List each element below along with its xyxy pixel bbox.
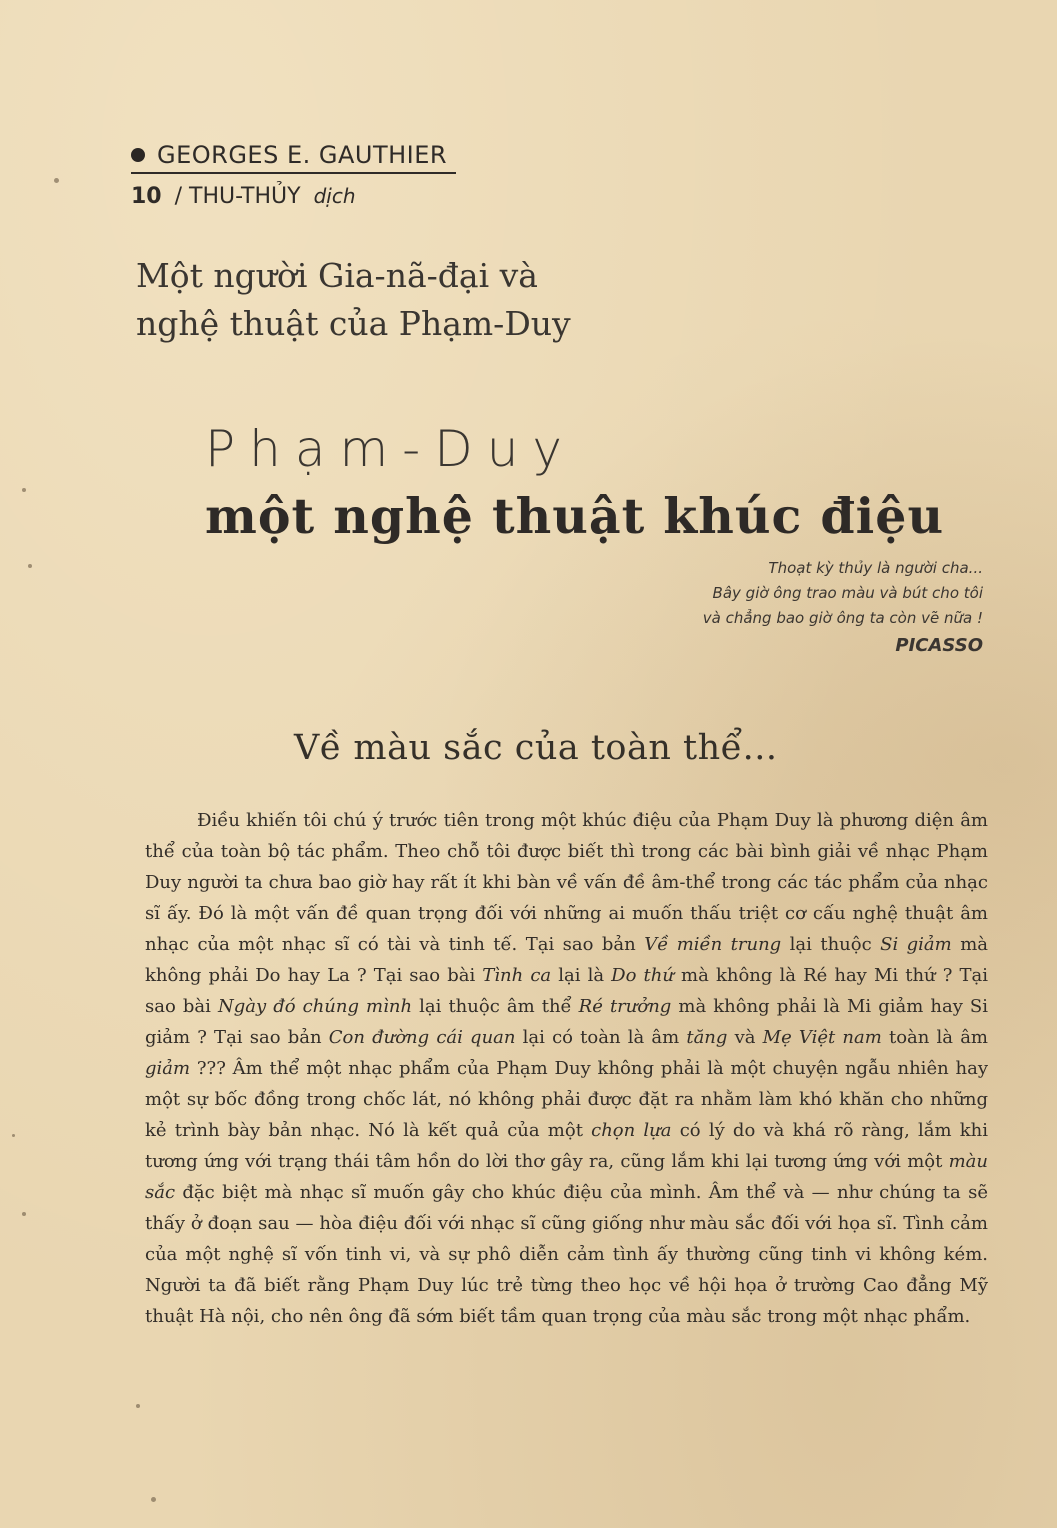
hero-heading xyxy=(205,418,995,546)
translator-row xyxy=(131,184,491,209)
key-name: giảm xyxy=(145,1058,191,1079)
author-name: GEORGES E. GAUTHIER xyxy=(157,141,448,169)
body-paragraph xyxy=(145,805,988,1332)
article-title-line-1: Một người Gia-nã-đại và xyxy=(136,256,538,295)
byline-separator: / xyxy=(174,184,183,209)
body-text-run: mà không phải là Mi giảm hay Si giảm ? Tại sao bản xyxy=(145,996,989,1048)
body-text-run: Điều khiến tôi chú ý trước tiên trong một khúc điệu của Phạm Duy là phương diện âm thể của toàn bộ tác phẩm. Theo chỗ tôi được biết thì trong các bài bình giải về nhạc Phạm Duy người ta chưa bao giờ hay rất ít khi bàn về vấn đề âm-thể trong các tác phẩm của nhạc sĩ ấy. Đó là một vấn đề quan trọng đối với những ai muốn thấu triệt cơ cấu nghệ thuật âm nhạc của một nhạc sĩ có tài và tinh tế. Tại sao bản xyxy=(145,810,988,955)
body-text-run: lại thuộc xyxy=(781,934,881,955)
body-text-run: có lý do và khá rõ ràng, lắm khi tương ứng với trạng thái tâm hồn do lời thơ gây ra, cũng lắm khi lại tương ứng với một xyxy=(145,1120,989,1172)
byline xyxy=(131,138,491,209)
body-text-run: lại có toàn là âm xyxy=(515,1027,687,1048)
body-text-run: mà không là Ré hay Mi thứ ? Tại sao bài xyxy=(145,965,988,1017)
paper-speck xyxy=(22,1212,26,1216)
article-title-line-2: nghệ thuật của Phạm-Duy xyxy=(136,304,571,343)
body-text-run: lại là xyxy=(551,965,612,986)
song-title: Ngày đó chúng mình xyxy=(217,996,413,1017)
epigraph xyxy=(563,556,983,658)
paper-speck xyxy=(28,564,32,568)
body-text-run: ??? Âm thể một nhạc phẩm của Phạm Duy không phải là một chuyện ngẫu nhiên hay một sự bốc đồng trong chốc lát, nó không phải được đặt ra nhằm làm khó khăn cho những kẻ trình bày bản nhạc. Nó là kết quả của một xyxy=(145,1058,988,1141)
key-name: Si giảm xyxy=(880,934,952,955)
paper-speck xyxy=(136,1404,140,1408)
paper-speck xyxy=(151,1497,156,1502)
song-title: Tình ca xyxy=(482,965,552,986)
paper-speck xyxy=(22,488,26,492)
paper-speck xyxy=(54,178,59,183)
body-text-run: và xyxy=(727,1027,763,1048)
key-name: tăng xyxy=(686,1027,728,1048)
song-title: Về miền trung xyxy=(644,934,782,955)
emphasis-term: màu sắc xyxy=(145,1151,988,1203)
author-row xyxy=(131,138,456,174)
body-text-run: lại thuộc âm thể xyxy=(412,996,579,1017)
paper-speck xyxy=(12,1134,15,1137)
epigraph-line-1: Thoạt kỳ thủy là người cha... xyxy=(768,559,983,577)
key-name: Do thứ xyxy=(611,965,674,986)
epigraph-attribution: PICASSO xyxy=(895,635,983,656)
bullet-dot-icon xyxy=(131,148,145,162)
song-title: Mẹ Việt nam xyxy=(762,1027,882,1048)
page-number: 10 xyxy=(131,184,162,209)
hero-name: Phạm-Duy xyxy=(205,420,577,478)
body-text-run: toàn là âm xyxy=(881,1027,988,1048)
epigraph-line-3: và chẳng bao giờ ông ta còn vẽ nữa ! xyxy=(702,609,983,627)
epigraph-line-2: Bây giờ ông trao màu và bút cho tôi xyxy=(712,584,983,602)
body-text-run: mà không phải Do hay La ? Tại sao bài xyxy=(145,934,988,986)
emphasis-term: chọn lựa xyxy=(591,1120,672,1141)
translator-role: dịch xyxy=(313,184,356,208)
song-title: Con đường cái quan xyxy=(328,1027,516,1048)
article-title xyxy=(136,252,696,348)
section-heading: Về màu sắc của toàn thể... xyxy=(294,728,778,768)
key-name: Ré trưởng xyxy=(578,996,672,1017)
translator-name: THU-THỦY xyxy=(189,184,301,209)
hero-subtitle: một nghệ thuật khúc điệu xyxy=(205,487,945,545)
body-text-run: đặc biệt mà nhạc sĩ muốn gây cho khúc điệu của mình. Âm thể và — như chúng ta sẽ thấy ở đoạn sau — hòa điệu đối với nhạc sĩ cũng giống như màu sắc đối với họa sĩ. Tình cảm của một nghệ sĩ vốn tinh vi, và sự phô diễn cảm tình ấy thường cũng tinh vi không kém. Người ta đã biết rằng Phạm Duy lúc trẻ từng theo học về hội họa ở trường Cao đẳng Mỹ thuật Hà nội, cho nên ông đã sớm biết tầm quan trọng của màu sắc trong một nhạc phẩm. xyxy=(145,1182,988,1327)
